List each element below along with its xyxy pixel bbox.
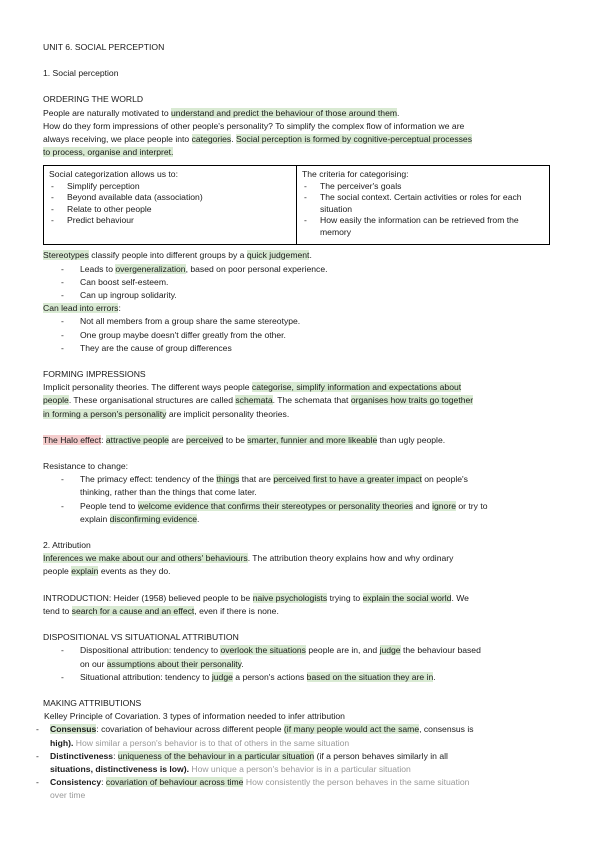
list-item: - Predict behaviour	[49, 215, 291, 227]
heading-forming: FORMING IMPRESSIONS	[43, 369, 146, 380]
list-item: - Beyond available data (association)	[49, 192, 291, 204]
list-item: - Not all members from a group share the same stereotype.	[43, 315, 550, 328]
stereotypes-list	[43, 263, 550, 303]
table-left-title: Social categorization allows us to:	[49, 169, 178, 180]
dispositional-list	[43, 644, 550, 684]
heading-attribution: 2. Attribution	[43, 540, 91, 551]
section-social-perception: 1. Social perception	[43, 68, 119, 79]
forming-line-3: in forming a person's personality are implicit personality theories.	[43, 408, 290, 419]
heading-dispositional: DISPOSITIONAL VS SITUATIONAL ATTRIBUTION	[43, 632, 239, 643]
list-item: - Consensus: covariation of behaviour across different people (if many people would act the same, consensus is high). How similar a person's behavior is to that of others in the same situation	[43, 723, 550, 749]
heading-ordering: ORDERING THE WORLD	[43, 94, 144, 105]
ordering-line-4: to process, organise and interpret.	[43, 147, 174, 158]
forming-line-2: people. These organisational structures are called schemata. The schemata that organises how traits go together	[43, 395, 474, 406]
list-item: - Can boost self-esteem.	[43, 276, 550, 289]
intro-line-2: tend to search for a cause and an effect, even if there is none.	[43, 605, 279, 616]
list-item: - How easily the information can be retrieved from the memory	[302, 215, 544, 238]
table-left-cell	[44, 166, 297, 245]
forming-line-1: Implicit personality theories. The different ways people categorise, simplify information and expectations about	[43, 382, 462, 393]
list-item: - Distinctiveness: uniqueness of the behaviour in a particular situation (if a person behaves similarly in all situations, distinctiveness is low). How unique a person's behavior is in a particular situation	[43, 750, 550, 776]
list-item: - Leads to overgeneralization, based on poor personal experience.	[43, 263, 550, 276]
heading-making-attributions: MAKING ATTRIBUTIONS	[43, 697, 142, 708]
intro-line-1: INTRODUCTION: Heider (1958) believed people to be naive psychologists trying to explain the social world. We	[43, 592, 469, 603]
resistance-list	[43, 473, 550, 526]
attribution-line-2: people explain events as they do.	[43, 566, 171, 577]
heading-resistance: Resistance to change:	[43, 461, 129, 472]
stereotypes-line: Stereotypes classify people into different groups by a quick judgement.	[43, 250, 312, 261]
list-item: - The primacy effect: tendency of the things that are perceived first to have a greater impact on people's thinking, rather than the things that come later.	[43, 473, 550, 499]
kelley-intro: Kelley Principle of Covariation. 3 types of information needed to infer attribution	[44, 711, 345, 722]
list-item: - One group maybe doesn't differ greatly from the other.	[43, 329, 550, 342]
list-item: - The perceiver's goals	[302, 181, 544, 193]
categorization-table	[43, 165, 550, 245]
list-item: - Consistency: covariation of behaviour across time How consistently the person behaves in the same situation over time	[43, 776, 550, 802]
ordering-line-1: People are naturally motivated to understand and predict the behaviour of those around them.	[43, 107, 400, 118]
halo-effect-line: The Halo effect: attractive people are perceived to be smarter, funnier and more likeable than ugly people.	[43, 434, 446, 445]
list-item: - Can up ingroup solidarity.	[43, 289, 550, 302]
attribution-line-1: Inferences we make about our and others' behaviours. The attribution theory explains how and why ordinary	[43, 553, 454, 564]
ordering-line-3: always receiving, we place people into categories. Social perception is formed by cognitive-perceptual processes	[43, 134, 472, 145]
list-item: - Simplify perception	[49, 181, 291, 193]
list-item: - People tend to welcome evidence that confirms their stereotypes or personality theories and ignore or try to explain disconfirming evidence.	[43, 500, 550, 526]
list-item: - They are the cause of group differences	[43, 342, 550, 355]
ordering-line-2: How do they form impressions of other people's personality? To simplify the complex flow of information we are	[43, 120, 465, 131]
errors-line: Can lead into errors:	[43, 303, 121, 314]
errors-list	[43, 315, 550, 355]
list-item: - Relate to other people	[49, 204, 291, 216]
table-right-cell	[297, 166, 550, 245]
covariation-list	[43, 723, 550, 802]
list-item: - Dispositional attribution: tendency to overlook the situations people are in, and judge the behaviour based on our assumptions about their personality.	[43, 644, 550, 670]
table-right-title: The criteria for categorising:	[302, 169, 409, 180]
list-item: - The social context. Certain activities or roles for each situation	[302, 192, 544, 215]
list-item: - Situational attribution: tendency to judge a person's actions based on the situation they are in.	[43, 671, 550, 684]
unit-title: UNIT 6. SOCIAL PERCEPTION	[43, 42, 165, 52]
